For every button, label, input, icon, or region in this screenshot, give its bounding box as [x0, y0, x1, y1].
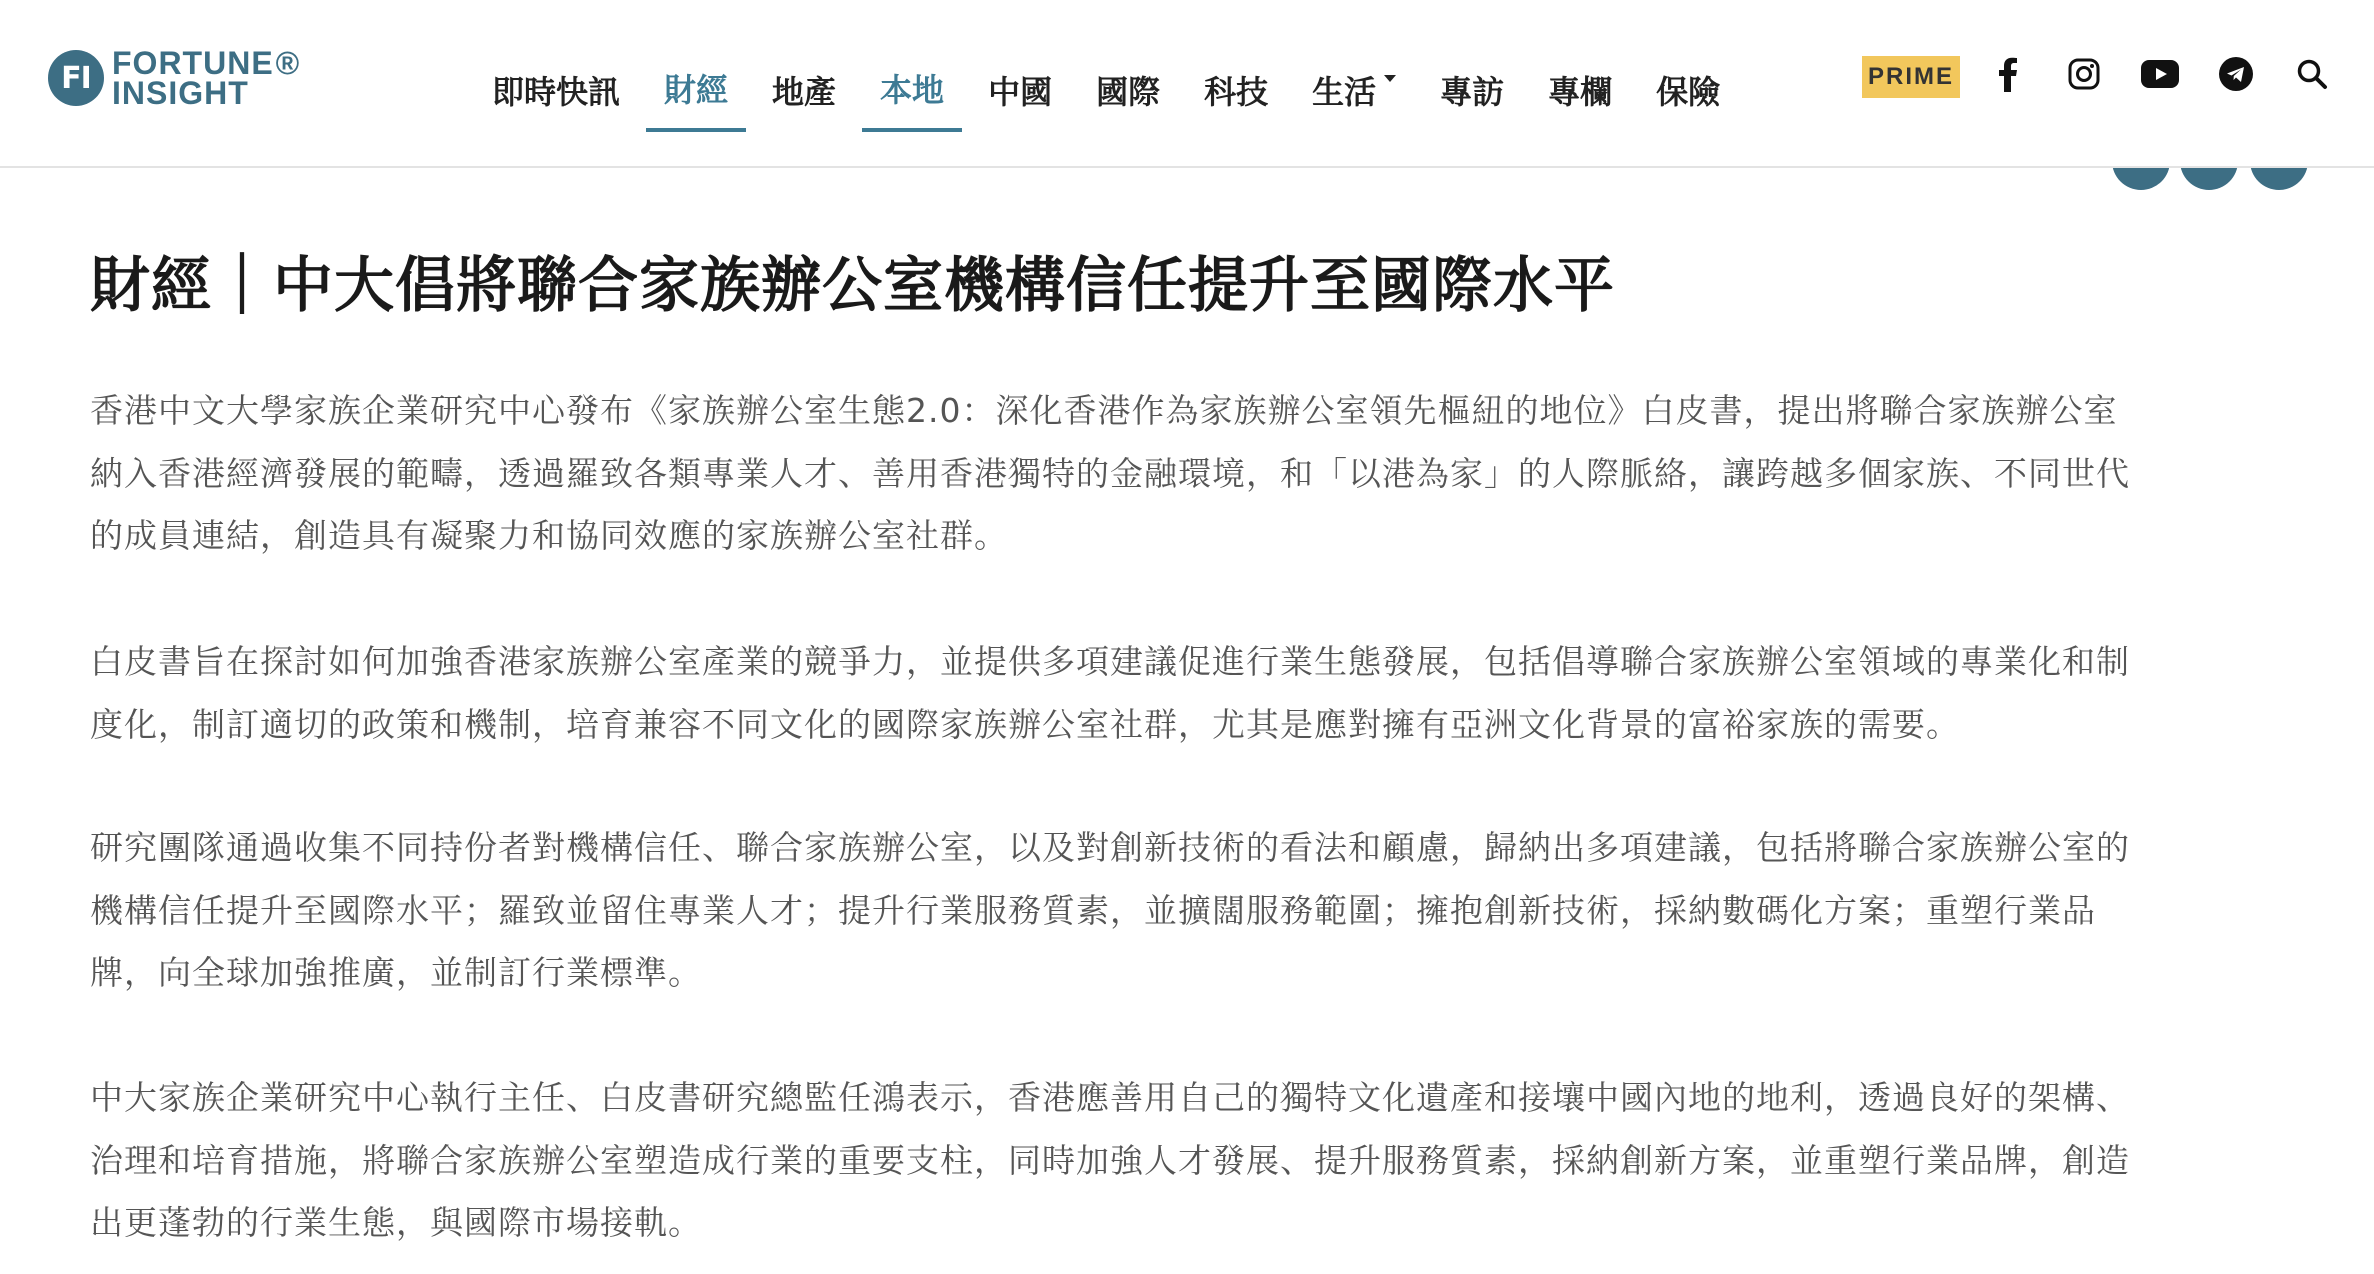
paragraph-line: 中大家族企業研究中心執行主任、白皮書研究總監任鴻表示，香港應善用自己的獨特文化遺產和接壤中國內地的地利，透過良好的架構、 [90, 1078, 2130, 1117]
nav-item-property[interactable]: 地產 [772, 73, 837, 111]
logo-mark: FI [48, 50, 104, 106]
nav-item-interviews[interactable]: 專訪 [1440, 73, 1505, 111]
paragraph-line: 治理和培育措施，將聯合家族辦公室塑造成行業的重要支柱，同時加強人才發展、提升服務質素，採納創新方案，並重塑行業品牌，創造 [90, 1140, 2130, 1180]
article-title: 財經｜中大倡將聯合家族辦公室機構信任提升至國際水平 [90, 251, 1615, 321]
nav-item-lifestyle[interactable]: 生活 [1294, 48, 1414, 132]
article-paragraph-2 [90, 631, 2310, 756]
paragraph-line: 的成員連結，創造具有凝聚力和協同效應的家族辦公室社群。 [90, 516, 1008, 555]
search-icon[interactable] [2290, 52, 2334, 96]
prime-button[interactable]: PRIME [1862, 56, 1960, 98]
paragraph-line: 度化，制訂適切的政策和機制，培育兼容不同文化的國際家族辦公室社群，尤其是應對擁有亞洲文化背景的富裕家族的需要。 [90, 704, 1960, 744]
logo-line-2: INSIGHT [112, 75, 249, 111]
logo-registered-mark: ® [275, 45, 301, 81]
instagram-icon[interactable] [2062, 52, 2106, 96]
paragraph-line: 白皮書旨在探討如何加強香港家族辦公室產業的競爭力，並提供多項建議促進行業生態發展，包括倡導聯合家族辦公室領域的專業化和制 [90, 642, 2130, 681]
telegram-icon[interactable] [2214, 52, 2258, 96]
article-paragraph-4 [90, 1067, 2310, 1255]
nav-item-tech[interactable]: 科技 [1204, 73, 1269, 111]
site-logo[interactable] [48, 42, 300, 114]
paragraph-line: 香港中文大學家族企業研究中心發布《家族辦公室生態2.0：深化香港作為家族辦公室領先樞紐的地位》白皮書，提出將聯合家族辦公室 [90, 391, 2118, 430]
paragraph-line: 機構信任提升至國際水平；羅致並留住專業人才；提升行業服務質素，並擴闊服務範圍；擁抱創新技術，採納數碼化方案；重塑行業品 [90, 890, 2096, 930]
article-paragraph-3 [90, 817, 2310, 1005]
nav-item-finance[interactable]: 財經 [646, 48, 746, 132]
logo-wordmark [112, 45, 301, 111]
facebook-icon[interactable] [1986, 52, 2030, 96]
article-paragraph-1 [90, 380, 2310, 568]
site-header [0, 0, 2374, 168]
nav-item-china[interactable]: 中國 [988, 73, 1053, 111]
paragraph-line: 研究團隊通過收集不同持份者對機構信任、聯合家族辦公室，以及對創新技術的看法和顧慮，歸納出多項建議，包括將聯合家族辦公室的 [90, 828, 2130, 867]
paragraph-line: 出更蓬勃的行業生態，與國際市場接軌。 [90, 1203, 702, 1242]
chevron-down-icon [1384, 75, 1396, 82]
logo-line-1: FORTUNE® [112, 45, 301, 81]
nav-item-international[interactable]: 國際 [1096, 73, 1161, 111]
nav-item-local[interactable]: 本地 [862, 48, 962, 132]
paragraph-line: 牌，向全球加強推廣，並制訂行業標準。 [90, 953, 702, 992]
nav-item-breaking-news[interactable]: 即時快訊 [492, 73, 621, 111]
youtube-icon[interactable] [2138, 52, 2182, 96]
nav-item-columns[interactable]: 專欄 [1548, 73, 1613, 111]
main-nav [470, 48, 1742, 132]
nav-item-insurance[interactable]: 保險 [1656, 73, 1721, 111]
paragraph-line: 納入香港經濟發展的範疇，透過羅致各類專業人才、善用香港獨特的金融環境，和「以港為家」的人際脈絡，讓跨越多個家族、不同世代 [90, 453, 2130, 493]
